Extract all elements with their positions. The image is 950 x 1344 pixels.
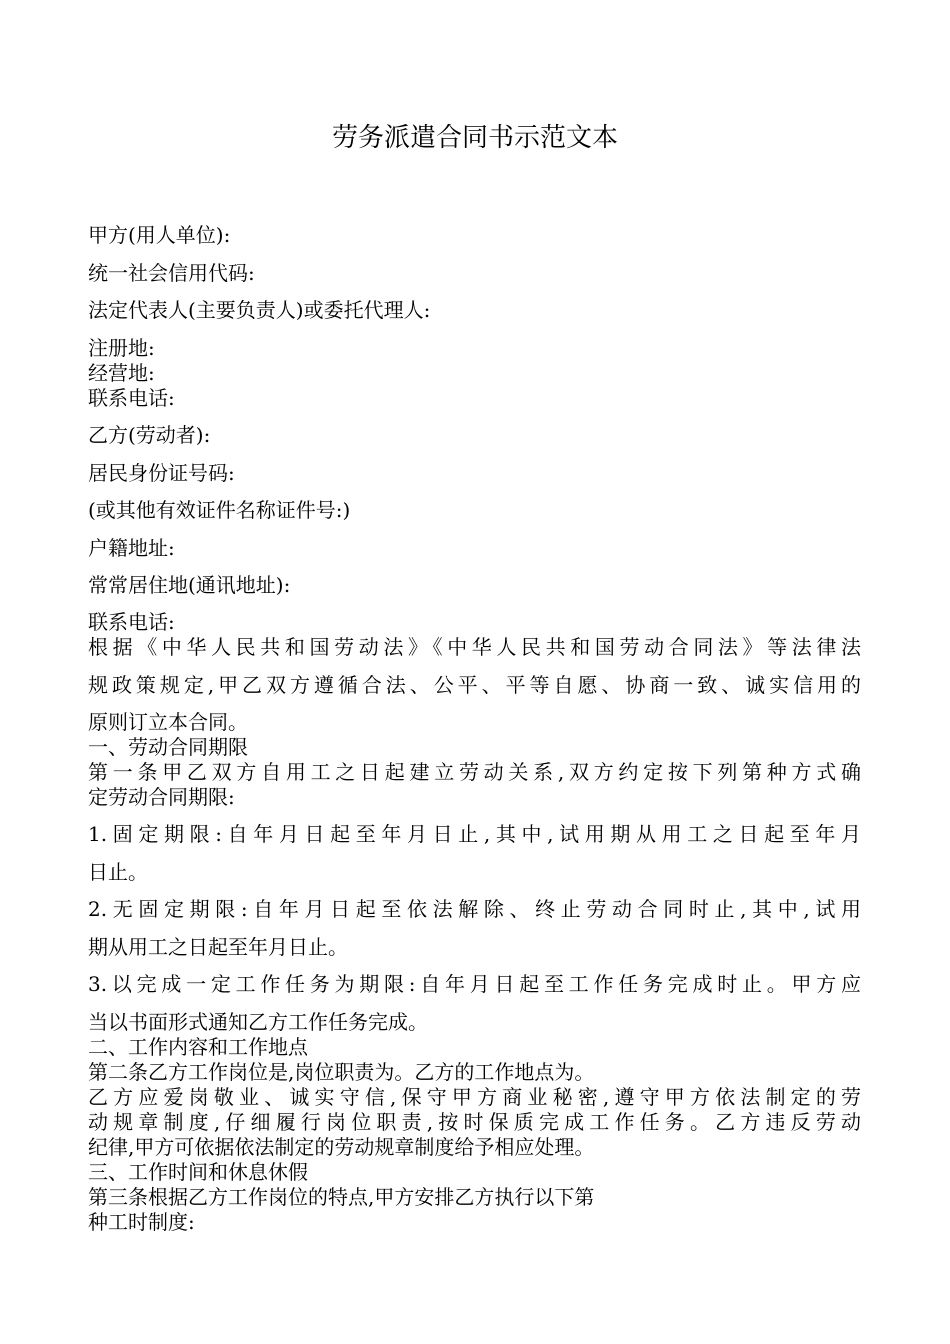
section-2-heading: 二、工作内容和工作地点 [88, 1035, 308, 1059]
other-id-label: (或其他有效证件名称证件号:) [88, 498, 351, 522]
option-1-line-1: 1.固定期限:自年月日起至年月日止,其中,试用期从用工之日起至年月 [88, 822, 861, 846]
business-address-label: 经营地: [88, 361, 155, 385]
section-3-heading: 三、工作时间和休息休假 [88, 1160, 308, 1184]
option-3-line-1: 3.以完成一定工作任务为期限:自年月日起至工作任务完成时止。甲方应 [88, 972, 861, 996]
registered-address-label: 注册地: [88, 336, 155, 360]
option-2-line-1: 2.无固定期限:自年月日起至依法解除、终止劳动合同时止,其中,试用 [88, 897, 861, 921]
legal-representative-label: 法定代表人(主要负责人)或委托代理人: [88, 298, 431, 322]
party-a-label: 甲方(用人单位): [88, 223, 231, 247]
residence-address-label: 常常居住地(通讯地址): [88, 573, 291, 597]
document-title: 劳务派遣合同书示范文本 [331, 123, 618, 153]
article-3-line-2: 种工时制度: [88, 1210, 195, 1234]
preamble-line-2: 规政策规定,甲乙双方遵循合法、公平、平等自愿、协商一致、诚实信用的 [88, 673, 861, 697]
option-3-line-2: 当以书面形式通知乙方工作任务完成。 [88, 1010, 428, 1034]
duty-line-1: 乙方应爱岗敬业、诚实守信,保守甲方商业秘密,遵守甲方依法制定的劳 [88, 1085, 861, 1109]
household-address-label: 户籍地址: [88, 536, 175, 560]
preamble-line-3: 原则订立本合同。 [88, 710, 248, 734]
option-2-line-2: 期从用工之日起至年月日止。 [88, 935, 348, 959]
article-1-line-2: 定劳动合同期限: [88, 785, 235, 809]
article-3-line-1: 第三条根据乙方工作岗位的特点,甲方安排乙方执行以下第 [88, 1185, 595, 1209]
article-1-line-1: 第一条甲乙双方自用工之日起建立劳动关系,双方约定按下列第种方式确 [88, 760, 861, 784]
party-b-phone-label: 联系电话: [88, 610, 175, 634]
section-1-heading: 一、劳动合同期限 [88, 735, 248, 759]
id-number-label: 居民身份证号码: [88, 461, 235, 485]
duty-line-2: 动规章制度,仔细履行岗位职责,按时保质完成工作任务。乙方违反劳动 [88, 1110, 861, 1134]
credit-code-label: 统一社会信用代码: [88, 261, 255, 285]
duty-line-3: 纪律,甲方可依据依法制定的劳动规章制度给予相应处理。 [88, 1135, 595, 1159]
preamble-line-1: 根据《中华人民共和国劳动法》《中华人民共和国劳动合同法》等法律法 [88, 635, 861, 659]
article-2-line-1: 第二条乙方工作岗位是,岗位职责为。乙方的工作地点为。 [88, 1060, 595, 1084]
option-1-line-2: 日止。 [88, 860, 148, 884]
party-a-phone-label: 联系电话: [88, 386, 175, 410]
party-b-label: 乙方(劳动者): [88, 423, 211, 447]
